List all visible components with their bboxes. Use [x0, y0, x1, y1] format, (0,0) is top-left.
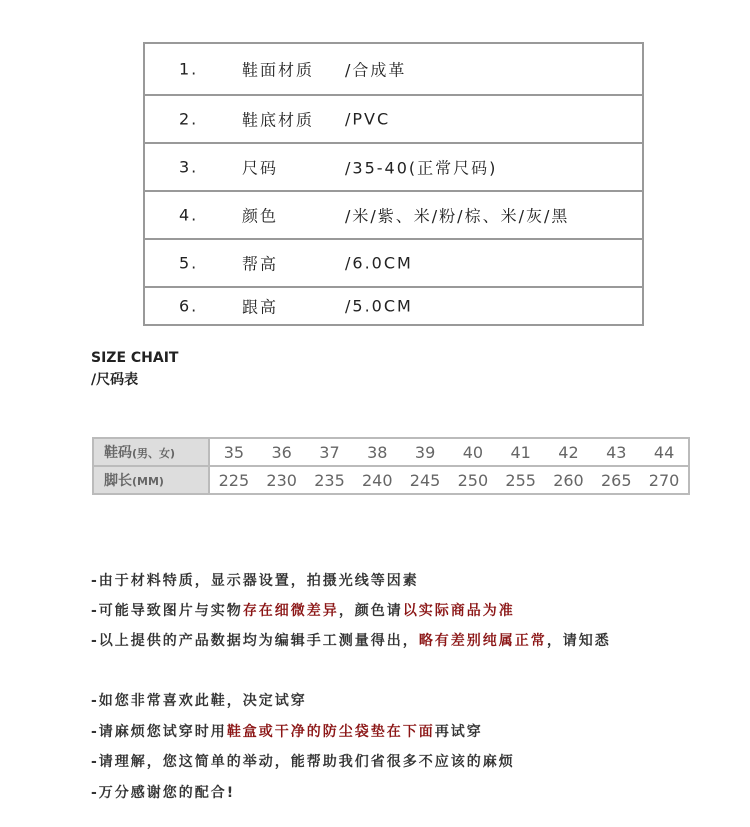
- size-cell: 40: [462, 442, 484, 462]
- note-highlight: 存在细微差异: [242, 603, 339, 619]
- size-cell: 265: [592, 466, 640, 494]
- size-chart-subtitle: /尺码表: [91, 372, 139, 388]
- spec-key: 鞋面材质: [242, 60, 315, 80]
- spec-key: 颜色: [242, 206, 279, 226]
- size-cell: 41: [510, 442, 531, 462]
- note-highlight: 鞋盒或干净的防尘袋垫在下面: [226, 724, 435, 740]
- note-line: [91, 782, 235, 802]
- note-highlight: 略有差别纯属正常: [418, 633, 547, 649]
- spec-number: 1.: [179, 59, 199, 79]
- size-chart-title: SIZE CHAIT: [91, 350, 179, 366]
- length-row: [93, 466, 689, 494]
- size-cell: 37: [319, 442, 340, 462]
- spec-row: [145, 96, 642, 144]
- spec-value: /6.0CM: [345, 253, 413, 273]
- note-text: -请麻烦您试穿时用: [91, 724, 227, 740]
- size-cell: 42: [558, 442, 579, 462]
- size-cell: 35: [223, 442, 245, 462]
- size-cell: 230: [258, 466, 306, 494]
- spec-number: 2.: [179, 109, 199, 129]
- spec-key: 鞋底材质: [242, 110, 315, 130]
- size-cell: 225: [209, 466, 258, 494]
- note-text: -请理解，您这简单的举动，能帮助我们省很多不应该的麻烦: [91, 754, 515, 770]
- note-text: 再试穿: [434, 724, 483, 740]
- note-text: -由于材料特质，显示器设置，拍摄光线等因素: [91, 573, 419, 589]
- length-row-label: 脚长(MM): [93, 466, 209, 494]
- note-line: [91, 570, 419, 590]
- spec-key: 帮高: [242, 254, 279, 274]
- spec-row: [145, 240, 642, 288]
- size-cell: 44: [653, 442, 675, 462]
- note-line: [91, 721, 483, 741]
- size-row-label: 鞋码(男、女): [93, 438, 209, 466]
- size-row: [93, 438, 689, 466]
- note-text: ，请知悉: [546, 633, 611, 649]
- spec-key: 尺码: [242, 158, 279, 178]
- size-table: [92, 437, 690, 495]
- note-text: -如您非常喜欢此鞋，决定试穿: [91, 693, 307, 709]
- spec-row: [145, 144, 642, 192]
- spec-value: /5.0CM: [345, 296, 413, 316]
- note-highlight: 以实际商品为准: [402, 603, 515, 619]
- size-cell: 240: [353, 466, 401, 494]
- note-text: -万分感谢您的配合!: [91, 785, 236, 801]
- note-line: [91, 630, 611, 650]
- note-text: ，颜色请: [338, 603, 403, 619]
- note-text: -可能导致图片与实物: [91, 603, 243, 619]
- spec-value: /PVC: [345, 109, 391, 129]
- spec-row: [145, 192, 642, 240]
- spec-number: 3.: [179, 157, 199, 177]
- size-cell: 260: [545, 466, 593, 494]
- spec-table: [143, 42, 644, 326]
- spec-value: /35-40(正常尺码): [345, 158, 498, 178]
- size-cell: 36: [271, 442, 292, 462]
- size-cell: 235: [306, 466, 354, 494]
- spec-row: [145, 44, 642, 96]
- spec-key: 跟高: [242, 297, 279, 317]
- size-cell: 245: [401, 466, 449, 494]
- size-cell: 39: [414, 442, 436, 462]
- note-line: [91, 751, 515, 771]
- size-cell: 43: [606, 442, 627, 462]
- spec-number: 5.: [179, 253, 199, 273]
- size-cell: 250: [449, 466, 497, 494]
- note-text: -以上提供的产品数据均为编辑手工测量得出，: [91, 633, 419, 649]
- spec-number: 6.: [179, 296, 199, 316]
- note-line: [91, 600, 515, 620]
- size-cell: 255: [497, 466, 545, 494]
- spec-value: /合成革: [345, 60, 407, 80]
- spec-row: [145, 288, 642, 324]
- spec-value: /米/紫、米/粉/棕、米/灰/黑: [345, 206, 570, 226]
- size-cell: 38: [367, 442, 388, 462]
- size-cell: 270: [640, 466, 689, 494]
- note-line: [91, 690, 307, 710]
- spec-number: 4.: [179, 205, 199, 225]
